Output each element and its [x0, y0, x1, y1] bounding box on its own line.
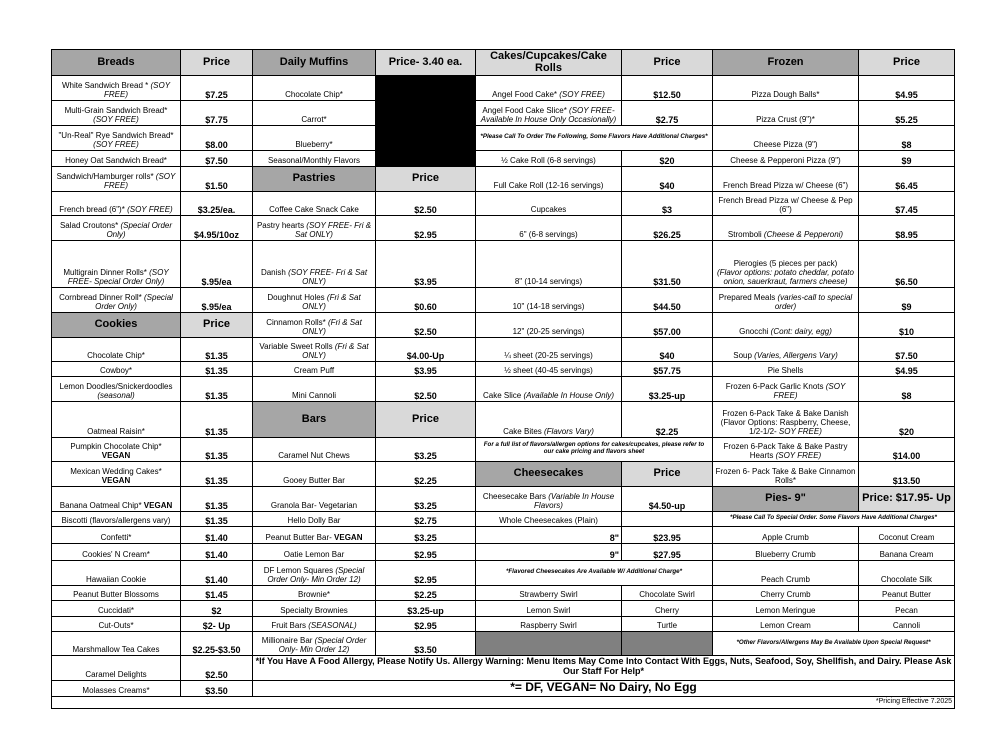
table-row [52, 680, 955, 696]
frozen-item: Pierogies (5 pieces per pack) (Flavor options: potato cheddar, potato onion, sauerkraut, farmers cheese) [713, 240, 859, 287]
frozen-item: Cheese & Pepperoni Pizza (9") [713, 150, 859, 166]
cheesecake-flavor: Turtle [622, 616, 713, 631]
allergy-warning: *If You Have A Food Allergy, Please Notify Us. Allergy Warning: Menu Items May Come Into Contact With Eggs, Nuts, Seafood, Soy, Shellfish, and Dairy. Please Ask Our Staff For Help* [253, 655, 955, 680]
pastry-item: Coffee Cake Snack Cake [253, 191, 376, 215]
cookie-item: Cowboy* [52, 361, 181, 376]
cookie-item: Oatmeal Raisin* [52, 401, 181, 437]
cookie-price: $2.50 [181, 655, 253, 680]
muffin-item: Seasonal/Monthly Flavors [253, 150, 376, 166]
table-row [52, 526, 955, 543]
bread-item: Salad Croutons* (Special Order Only) [52, 215, 181, 240]
cookie-item: Biscotti (flavors/allergens vary) [52, 511, 181, 526]
frozen-price: $13.50 [859, 461, 955, 486]
table-row [52, 150, 955, 166]
pastry-price: $2.50 [376, 191, 476, 215]
frozen-item: Frozen 6- Pack Take & Bake Cinnamon Rolls* [713, 461, 859, 486]
bar-item: Gooey Butter Bar [253, 461, 376, 486]
pastry-item: Cinnamon Rolls* (Fri & Sat ONLY) [253, 312, 376, 337]
pie-order-note: *Please Call To Special Order. Some Flavors Have Additional Charges* [713, 511, 955, 526]
bars-price-header: Price [376, 401, 476, 437]
bar-item: Caramel Nut Chews [253, 437, 376, 461]
frozen-price: $6.45 [859, 166, 955, 191]
frozen-price: $14.00 [859, 437, 955, 461]
cake-item: ½ Cake Roll (6-8 servings) [476, 150, 622, 166]
cake-item: 6" (6-8 servings) [476, 215, 622, 240]
cake-price: $12.50 [622, 75, 713, 100]
pie-flavor: Peach Crumb [713, 560, 859, 585]
cheesecake-item: Cheesecake Bars (Variable In House Flavors) [476, 486, 622, 511]
pastry-item: Variable Sweet Rolls (Fri & Sat ONLY) [253, 337, 376, 361]
empty-cell [622, 511, 713, 526]
pie-flavor: Pecan [859, 600, 955, 616]
bar-item: Specialty Brownies [253, 600, 376, 616]
frozen-item: Cheese Pizza (9") [713, 125, 859, 150]
bread-item: Cornbread Dinner Roll* (Special Order Only) [52, 287, 181, 312]
cheesecakes-header: Cheesecakes [476, 461, 622, 486]
cookie-item: Mexican Wedding Cakes* VEGAN [52, 461, 181, 486]
cake-price: $44.50 [622, 287, 713, 312]
table-row [52, 125, 955, 150]
cookie-price: $1.35 [181, 361, 253, 376]
cake-order-note: *Please Call To Order The Following, Some Flavors Have Additional Charges* [476, 125, 713, 150]
cheesecake-flavor: Chocolate Swirl [622, 585, 713, 600]
bar-price: $2.95 [376, 616, 476, 631]
pastry-item: Danish (SOY FREE- Fri & Sat ONLY) [253, 240, 376, 287]
pastry-price: $2.50 [376, 312, 476, 337]
pie-flavor: Blueberry Crumb [713, 543, 859, 560]
bread-price: $7.25 [181, 75, 253, 100]
cookie-item: Cut-Outs* [52, 616, 181, 631]
cake-price: $57.00 [622, 312, 713, 337]
cheesecake-flavor: Lemon Swirl [476, 600, 622, 616]
bar-item: DF Lemon Squares (Special Order Only- Min Order 12) [253, 560, 376, 585]
bread-item: French bread (6")* (SOY FREE) [52, 191, 181, 215]
bread-item: Multigrain Dinner Rolls* (SOY FREE- Special Order Only) [52, 240, 181, 287]
cake-item: ½ sheet (40-45 servings) [476, 361, 622, 376]
table-row [52, 166, 955, 191]
pies-price-header: Price: $17.95- Up [859, 486, 955, 511]
table-row [52, 191, 955, 215]
pastry-price: $0.60 [376, 287, 476, 312]
cookie-item: Cuccidati* [52, 600, 181, 616]
cookie-price: $1.45 [181, 585, 253, 600]
table-row [52, 312, 955, 337]
cheesecake-flavor: Cherry [622, 600, 713, 616]
pie-flavor: Banana Cream [859, 543, 955, 560]
pastries-price-header: Price [376, 166, 476, 191]
frozen-item: Pizza Dough Balls* [713, 75, 859, 100]
frozen-item: French Bread Pizza w/ Cheese & Pep (6") [713, 191, 859, 215]
bar-price: $2.25 [376, 461, 476, 486]
bar-item: Peanut Butter Bar- VEGAN [253, 526, 376, 543]
cookies-header: Cookies [52, 312, 181, 337]
table-row [52, 376, 955, 401]
cake-price: $2.75 [622, 100, 713, 125]
cookie-price: $1.35 [181, 486, 253, 511]
table-row [52, 361, 955, 376]
cheesecake-flavor: Strawberry Swirl [476, 585, 622, 600]
cookie-item: Marshmallow Tea Cakes [52, 631, 181, 655]
pie-flavor: Lemon Cream [713, 616, 859, 631]
bar-item: Brownie* [253, 585, 376, 600]
cheesecakes-price-header: Price [622, 461, 713, 486]
table-row [52, 461, 955, 486]
cookie-item: Peanut Butter Blossoms [52, 585, 181, 600]
table-row [52, 631, 955, 655]
cookie-price: $1.40 [181, 526, 253, 543]
pie-flavor: Cherry Crumb [713, 585, 859, 600]
frozen-header: Frozen [713, 50, 859, 76]
bread-item: Multi-Grain Sandwich Bread* (SOY FREE) [52, 100, 181, 125]
pastry-price: $3.95 [376, 361, 476, 376]
cake-item: Full Cake Roll (12-16 servings) [476, 166, 622, 191]
frozen-price: $4.95 [859, 361, 955, 376]
frozen-item: French Bread Pizza w/ Cheese (6") [713, 166, 859, 191]
price-list-table [51, 49, 955, 709]
bars-header: Bars [253, 401, 376, 437]
cheesecake-item: Whole Cheesecakes (Plain) [476, 511, 622, 526]
cake-price: $3.25-up [622, 376, 713, 401]
cookie-price: $1.35 [181, 437, 253, 461]
cake-price: $57.75 [622, 361, 713, 376]
bread-price: $4.95/10oz [181, 215, 253, 240]
table-row [52, 616, 955, 631]
pastry-price: $2.95 [376, 215, 476, 240]
frozen-item: Pizza Crust (9")* [713, 100, 859, 125]
pie-flavor: Coconut Cream [859, 526, 955, 543]
cookie-item: Chocolate Chip* [52, 337, 181, 361]
frozen-item: Frozen 6-Pack Take & Bake Pastry Hearts (SOY FREE) [713, 437, 859, 461]
frozen-item: Prepared Meals (varies-call to special order) [713, 287, 859, 312]
pastry-item: Cream Puff [253, 361, 376, 376]
cookie-price: $1.35 [181, 401, 253, 437]
cookies-price-header: Price [181, 312, 253, 337]
cake-price: $40 [622, 166, 713, 191]
frozen-price-header: Price [859, 50, 955, 76]
frozen-price: $7.50 [859, 337, 955, 361]
pie-flavor: Chocolate Silk [859, 560, 955, 585]
cookie-item: Molasses Creams* [52, 680, 181, 696]
frozen-item: Pie Shells [713, 361, 859, 376]
bar-price: $3.25 [376, 437, 476, 461]
bread-item: White Sandwich Bread * (SOY FREE) [52, 75, 181, 100]
bar-price: $3.25-up [376, 600, 476, 616]
cookie-price: $3.50 [181, 680, 253, 696]
cheesecake-size: 8" [476, 526, 622, 543]
blank-gray-block [476, 631, 622, 655]
bar-price: $2.25 [376, 585, 476, 600]
bread-price: $1.50 [181, 166, 253, 191]
frozen-item: Gnocchi (Cont: dairy, egg) [713, 312, 859, 337]
cheesecake-price: $23.95 [622, 526, 713, 543]
pastry-item: Pastry hearts (SOY FREE- Fri & Sat ONLY) [253, 215, 376, 240]
bar-price: $3.25 [376, 486, 476, 511]
frozen-item: Soup (Varies, Allergens Vary) [713, 337, 859, 361]
cookie-price: $2 [181, 600, 253, 616]
muffin-item: Carrot* [253, 100, 376, 125]
bread-price: $7.50 [181, 150, 253, 166]
cake-item: Angel Food Cake* (SOY FREE) [476, 75, 622, 100]
footer-row [52, 696, 955, 708]
cake-item: Cake Slice (Available In House Only) [476, 376, 622, 401]
pie-flavors-note: *Other Flavors/Allergens May Be Available Upon Special Request* [713, 631, 955, 655]
bread-price: $7.75 [181, 100, 253, 125]
header-row [52, 50, 955, 76]
bread-price: $.95/ea [181, 287, 253, 312]
legend-note: *= DF, VEGAN= No Dairy, No Egg [253, 680, 955, 696]
cheesecake-flavor: Raspberry Swirl [476, 616, 622, 631]
blank-block [376, 75, 476, 166]
table-row [52, 560, 955, 585]
muffin-item: Chocolate Chip* [253, 75, 376, 100]
frozen-price: $7.45 [859, 191, 955, 215]
pastry-price: $2.50 [376, 376, 476, 401]
muffin-item: Blueberry* [253, 125, 376, 150]
table-row [52, 437, 955, 461]
cake-item: Angel Food Cake Slice* (SOY FREE- Available In House Only Occasionally) [476, 100, 622, 125]
frozen-item: Stromboli (Cheese & Pepperoni) [713, 215, 859, 240]
cookie-price: $1.35 [181, 376, 253, 401]
breads-header: Breads [52, 50, 181, 76]
cake-item: 10" (14-18 servings) [476, 287, 622, 312]
bar-item: Fruit Bars (SEASONAL) [253, 616, 376, 631]
cake-item: 12" (20-25 servings) [476, 312, 622, 337]
blank-gray-block [622, 631, 713, 655]
cake-item: Cupcakes [476, 191, 622, 215]
cake-price: $31.50 [622, 240, 713, 287]
table-row [52, 655, 955, 680]
cheesecake-flavor-note: *Flavored Cheesecakes Are Available W/ Additional Charge* [476, 560, 713, 585]
pie-flavor: Apple Crumb [713, 526, 859, 543]
frozen-price: $9 [859, 287, 955, 312]
table-row [52, 486, 955, 511]
table-row [52, 215, 955, 240]
cake-item: 8" (10-14 servings) [476, 240, 622, 287]
bread-item: Sandwich/Hamburger rolls* (SOY FREE) [52, 166, 181, 191]
cake-item: ¼ sheet (20-25 servings) [476, 337, 622, 361]
cookie-price: $1.40 [181, 560, 253, 585]
cakes-price-header: Price [622, 50, 713, 76]
table-row [52, 511, 955, 526]
table-row [52, 240, 955, 287]
cake-price: $20 [622, 150, 713, 166]
cookie-price: $1.35 [181, 461, 253, 486]
table-row [52, 75, 955, 100]
bar-price: $2.95 [376, 560, 476, 585]
frozen-price: $8 [859, 376, 955, 401]
pastries-header: Pastries [253, 166, 376, 191]
frozen-price: $9 [859, 150, 955, 166]
muffins-header: Daily Muffins [253, 50, 376, 76]
pies-header: Pies- 9" [713, 486, 859, 511]
cookie-price: $2- Up [181, 616, 253, 631]
cookie-item: Confetti* [52, 526, 181, 543]
table-row [52, 585, 955, 600]
table-row [52, 543, 955, 560]
cookie-item: Pumpkin Chocolate Chip* VEGAN [52, 437, 181, 461]
bread-price: $.95/ea [181, 240, 253, 287]
bread-price: $3.25/ea. [181, 191, 253, 215]
pie-flavor: Cannoli [859, 616, 955, 631]
pastry-item: Mini Cannoli [253, 376, 376, 401]
bread-item: "Un-Real" Rye Sandwich Bread* (SOY FREE) [52, 125, 181, 150]
bar-price: $3.50 [376, 631, 476, 655]
cake-flavor-note: For a full list of flavors/allergen options for cakes/cupcakes, please refer to our cake pricing and flavors sheet [476, 437, 713, 461]
table-row [52, 287, 955, 312]
bread-item: Honey Oat Sandwich Bread* [52, 150, 181, 166]
frozen-price: $4.95 [859, 75, 955, 100]
cookie-price: $1.40 [181, 543, 253, 560]
table-row [52, 100, 955, 125]
muffins-price-header: Price- 3.40 ea. [376, 50, 476, 76]
cookie-item: Caramel Delights [52, 655, 181, 680]
bar-price: $2.75 [376, 511, 476, 526]
frozen-item: Frozen 6-Pack Garlic Knots (SOY FREE) [713, 376, 859, 401]
pastry-price: $3.95 [376, 240, 476, 287]
cookie-price: $2.25-$3.50 [181, 631, 253, 655]
frozen-price: $10 [859, 312, 955, 337]
bar-price: $2.95 [376, 543, 476, 560]
pastry-price: $4.00-Up [376, 337, 476, 361]
frozen-price: $8.95 [859, 215, 955, 240]
cakes-header: Cakes/Cupcakes/Cake Rolls [476, 50, 622, 76]
frozen-price: $20 [859, 401, 955, 437]
frozen-item: Frozen 6-Pack Take & Bake Danish (Flavor Options: Raspberry, Cheese, 1/2-1/2- SOY FREE) [713, 401, 859, 437]
table-row [52, 401, 955, 437]
bar-item: Granola Bar- Vegetarian [253, 486, 376, 511]
pie-flavor: Peanut Butter [859, 585, 955, 600]
bread-price: $8.00 [181, 125, 253, 150]
table-row [52, 337, 955, 361]
pie-flavor: Lemon Meringue [713, 600, 859, 616]
table-row [52, 600, 955, 616]
breads-price-header: Price [181, 50, 253, 76]
frozen-price: $8 [859, 125, 955, 150]
bar-item: Oatie Lemon Bar [253, 543, 376, 560]
cookie-item: Cookies' N Cream* [52, 543, 181, 560]
bar-price: $3.25 [376, 526, 476, 543]
cake-price: $2.25 [622, 401, 713, 437]
pastry-item: Doughnut Holes (Fri & Sat ONLY) [253, 287, 376, 312]
cake-price: $3 [622, 191, 713, 215]
cake-item: Cake Bites (Flavors Vary) [476, 401, 622, 437]
frozen-price: $6.50 [859, 240, 955, 287]
cheesecake-price: $4.50-up [622, 486, 713, 511]
cake-price: $40 [622, 337, 713, 361]
cheesecake-price: $27.95 [622, 543, 713, 560]
pricing-effective-note: *Pricing Effective 7.2025 [52, 696, 955, 708]
cookie-price: $1.35 [181, 511, 253, 526]
cake-price: $26.25 [622, 215, 713, 240]
bar-item: Hello Dolly Bar [253, 511, 376, 526]
frozen-price: $5.25 [859, 100, 955, 125]
cookie-item: Banana Oatmeal Chip* VEGAN [52, 486, 181, 511]
bar-item: Millionaire Bar (Special Order Only- Min Order 12) [253, 631, 376, 655]
cheesecake-size: 9" [476, 543, 622, 560]
cookie-price: $1.35 [181, 337, 253, 361]
cookie-item: Lemon Doodles/Snickerdoodles (seasonal) [52, 376, 181, 401]
cookie-item: Hawaiian Cookie [52, 560, 181, 585]
